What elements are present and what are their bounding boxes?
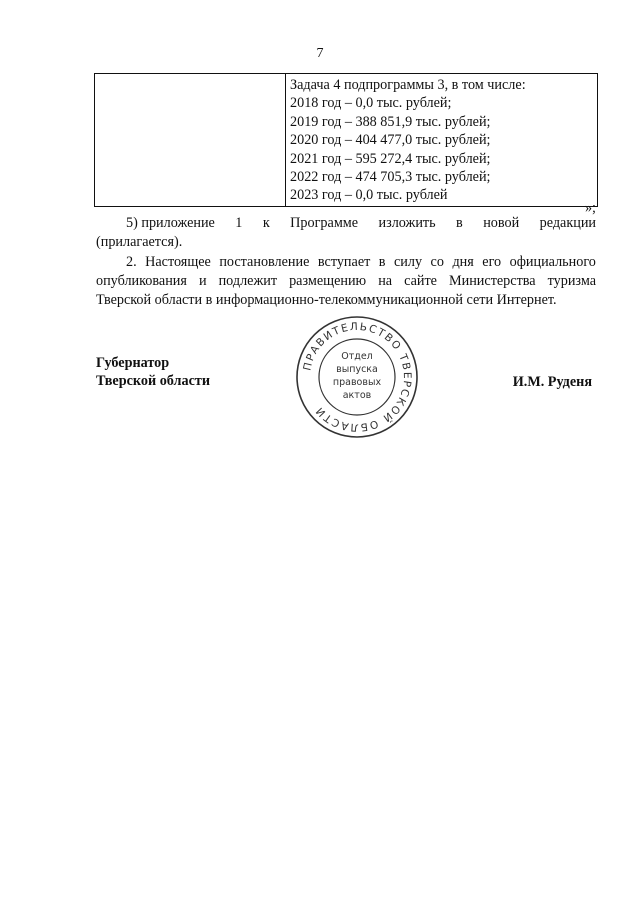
word: изложить [378,215,436,231]
word: размещению [289,273,367,289]
word: 5) приложение [126,215,215,231]
word: новой [483,215,520,231]
budget-table [94,73,598,207]
stamp-center-line: правовых [332,377,382,388]
paragraph-line [96,272,596,291]
word: на [378,273,393,289]
word: 2. [126,254,137,270]
word: силу [393,254,423,270]
paragraph-line [96,253,596,272]
task-year-line: 2022 год – 474 705,3 тыс. рублей; [290,169,491,186]
position-line: Губернатор [96,355,170,371]
official-stamp [295,315,419,439]
word: со [430,254,444,270]
paragraph-item-2 [96,253,596,310]
word: и [198,273,207,289]
paragraph-line [96,214,596,233]
closing-quote: »; [584,200,596,216]
word: вступает [317,254,371,270]
word: Настоящее [145,254,211,270]
signatory-name: И.М. Руденя [512,374,592,390]
stamp-center-line: актов [342,390,372,401]
word: в [456,215,463,231]
position-line: Тверской области [96,373,211,389]
word: постановление [219,254,310,270]
stamp-center-line: выпуска [336,364,378,375]
task-heading: Задача 4 подпрограммы 3, в том числе: [290,77,526,93]
word: 1 [235,215,243,231]
signatory-position [96,354,210,390]
word: в [378,254,386,270]
word: Министерства [449,273,536,289]
word: опубликования [96,273,187,289]
table-right-cell [286,74,598,207]
task-year-line: 2023 год – 0,0 тыс. рублей [290,187,448,204]
word: подлежит [218,273,278,289]
table-left-cell [95,74,286,207]
stamp-center-line: Отдел [341,351,373,362]
word: официального [509,254,596,270]
paragraph-line: (прилагается). [96,234,183,250]
word: туризма [547,273,596,289]
table-row [95,74,598,207]
task-year-line: 2021 год – 595 272,4 тыс. рублей; [290,150,491,167]
stamp-ring-text: ПРАВИТЕЛЬСТВО ТВЕРСКОЙ ОБЛАСТИ [301,320,414,434]
task-year-line: 2018 год – 0,0 тыс. рублей; [290,95,452,112]
word: его [482,254,502,270]
word: сайте [404,273,437,289]
task-year-line: 2020 год – 404 477,0 тыс. рублей; [290,132,491,149]
task-year-line: 2019 год – 388 851,9 тыс. рублей; [290,113,491,130]
word: дня [452,254,474,270]
page-number: 7 [316,46,324,61]
word: к [262,215,270,231]
word: редакции [539,215,596,231]
word: Программе [290,215,359,231]
paragraph-item-5 [96,214,596,252]
paragraph-line: Тверской области в информационно-телекоммуникационной сети Интернет. [96,292,557,308]
